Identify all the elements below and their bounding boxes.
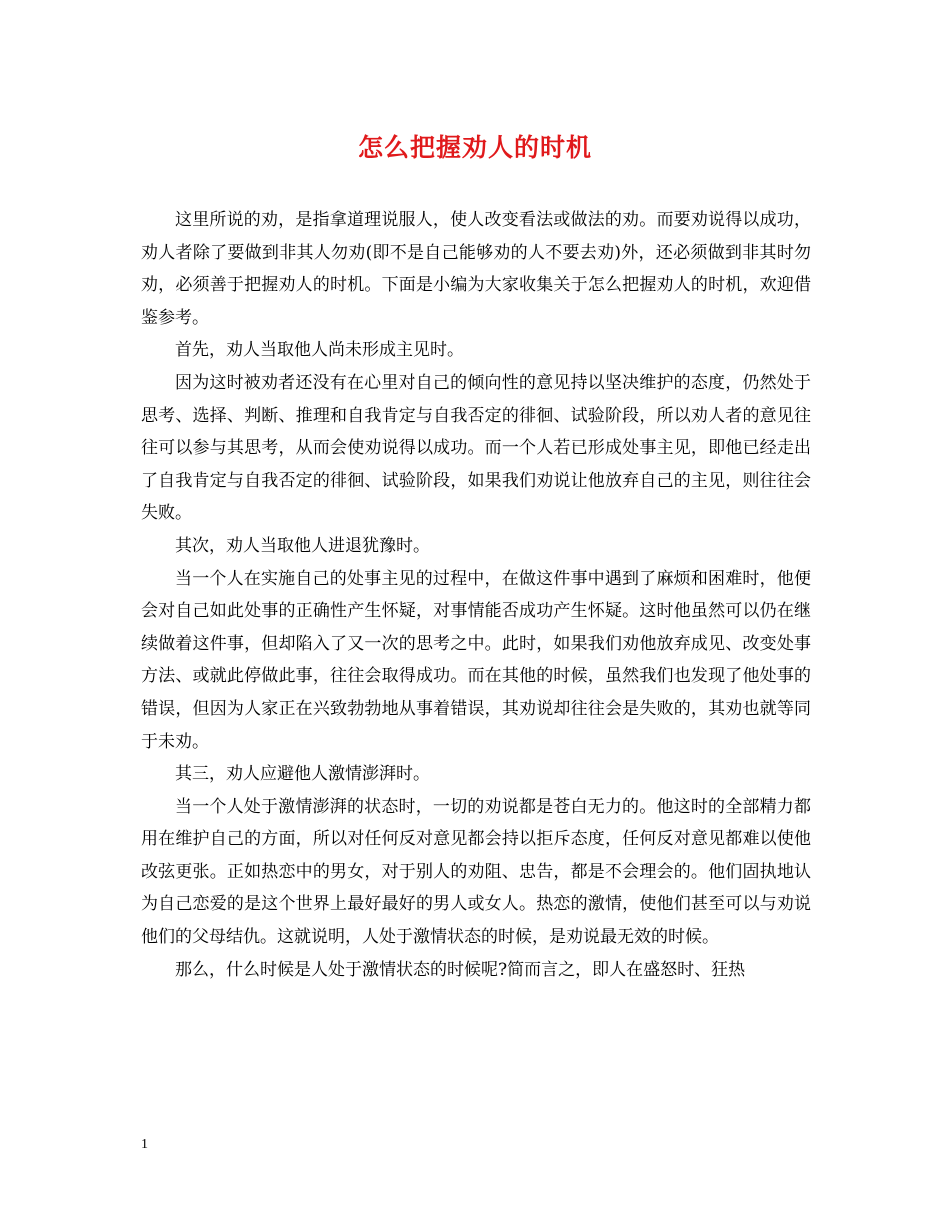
document-title: 怎么把握劝人的时机	[357, 133, 592, 162]
paragraph: 当一个人处于激情澎湃的状态时，一切的劝说都是苍白无力的。他这时的全部精力都用在维护自己的方面，所以对任何反对意见都会持以拒斥态度，任何反对意见都难以使他改弦更张。正如热恋中的男女，对于别人的劝阻、忠告，都是不会理会的。他们固执地认为自己恋爱的是这个世界上最好最好的男人或女人。热恋的激情，使他们甚至可以与劝说他们的父母结仇。这就说明，人处于激情状态的时候，是劝说最无效的时候。	[141, 796, 811, 948]
page-number: 1	[141, 1137, 148, 1152]
paragraph: 其次，劝人当取他人进退犹豫时。	[175, 535, 430, 556]
paragraph: 首先，劝人当取他人尚未形成主见时。	[175, 340, 464, 361]
paragraph: 那么，什么时候是人处于激情状态的时候呢?简而言之，即人在盛怒时、狂热	[175, 959, 746, 980]
paragraph: 当一个人在实施自己的处事主见的过程中，在做这件事中遇到了麻烦和困难时，他便会对自己如此处事的正确性产生怀疑，对事情能否成功产生怀疑。这时他虽然可以仍在继续做着这件事，但却陷入了又一次的思考之中。此时，如果我们劝他放弃成见、改变处事方法、或就此停做此事，往往会取得成功。而在其他的时候，虽然我们也发现了他处事的错误，但因为人家正在兴致勃勃地从事着错误，其劝说却往往会是失败的，其劝也就等同于未劝。	[141, 568, 811, 752]
paragraph: 因为这时被劝者还没有在心里对自己的倾向性的意见持以坚决维护的态度，仍然处于思考、选择、判断、推理和自我肯定与自我否定的徘徊、试验阶段，所以劝人者的意见往往可以参与其思考，从而会使劝说得以成功。而一个人若已形成处事主见，即他已经走出了自我肯定与自我否定的徘徊、试验阶段，如果我们劝说让他放弃自己的主见，则往往会失败。	[141, 372, 811, 524]
paragraph: 这里所说的劝，是指拿道理说服人，使人改变看法或做法的劝。而要劝说得以成功，劝人者除了要做到非其人勿劝(即不是自己能够劝的人不要去劝)外，还必须做到非其时勿劝，必须善于把握劝人的时机。下面是小编为大家收集关于怎么把握劝人的时机，欢迎借鉴参考。	[141, 210, 811, 328]
paragraph: 其三，劝人应避他人激情澎湃时。	[175, 764, 430, 785]
document-body	[141, 204, 811, 986]
